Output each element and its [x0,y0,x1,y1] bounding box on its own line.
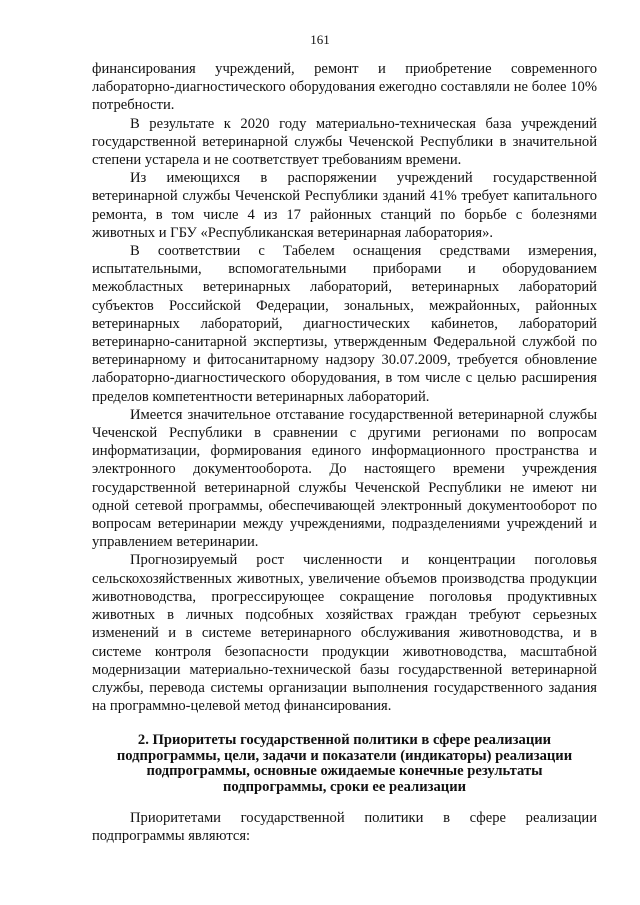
paragraph-buildings-repair: Из имеющихся в распоряжении учреждений государственной ветеринарной службы Чеченской Республики зданий 41% требует капитального ремонта, в том числе 4 из 17 районных станций по борьбе с болезнями животных и ГБУ «Республиканская ветеринарная лаборатория». [92,170,597,241]
section-heading-line: 2. Приоритеты государственной политики в сфере реализации [137,732,552,749]
section-heading-line: подпрограммы, сроки ее реализации [222,778,467,795]
paragraph-equipment-table: В соответствии с Табелем оснащения средствами измерения, испытательными, вспомогательными приборами и оборудованием межобластных ветеринарных лабораторий, ветеринарных лабораторий субъектов Российской Федерации, зональных, межрайонных, районных ветеринарных лабораторий, диагностических кабинетов, лабораторий ветеринарно-санитарной экспертизы, утвержденным Федеральной службой по ветеринарному и фитосанитарному надзору 30.07.2009, требуется обновление лабораторно-диагностического оборудования, в том числе с целью расширения пределов компетентности ветеринарных лабораторий. [92,243,597,405]
section-heading-line: подпрограммы, основные ожидаемые конечные результаты [146,763,543,780]
paragraph-material-base: В результате к 2020 году материально-техническая база учреждений государственной ветеринарной службы Чеченской Республики в значительной степени устарела и не соответствует требованиям времени. [92,115,597,169]
paragraph-informatization: Имеется значительное отставание государственной ветеринарной службы Чеченской Республики в сравнении с другими регионами по вопросам информатизации, формирования единого информационного пространства и электронного документооборота. До настоящего времени учреждения государственной ветеринарной службы Чеченской Республики не имеют ни одной сетевой программы, обеспечивающей электронный документооборот по вопросам ветеринарии между учреждениями, подразделениями учреждений и управлением ветеринарии. [92,406,597,551]
section-heading [92,733,597,795]
paragraph-continuation: финансирования учреждений, ремонт и приобретение современного лабораторно-диагностического оборудования ежегодно составляли не более 10% потребности. [92,61,597,114]
page-number: 161 [310,32,330,47]
document-body [92,60,597,845]
paragraph-priorities-intro: Приоритетами государственной политики в сфере реализации подпрограммы являются: [92,809,597,845]
section-heading-line: подпрограммы, цели, задачи и показатели (индикаторы) реализации [116,747,573,764]
paragraph-livestock-forecast: Прогнозируемый рост численности и концентрации поголовья сельскохозяйственных животных, увеличение объемов производства продукции животноводства, прогрессирующее сокращение поголовья продуктивных животных в личных подсобных хозяйствах граждан требуют серьезных изменений и в системе ветеринарного обслуживания животноводства, и в системе контроля безопасности продукции животноводства, масштабной модернизации материально-технической базы государственной ветеринарной службы, перевода системы организации выполнения государственного задания на программно-целевой метод финансирования. [92,552,597,715]
